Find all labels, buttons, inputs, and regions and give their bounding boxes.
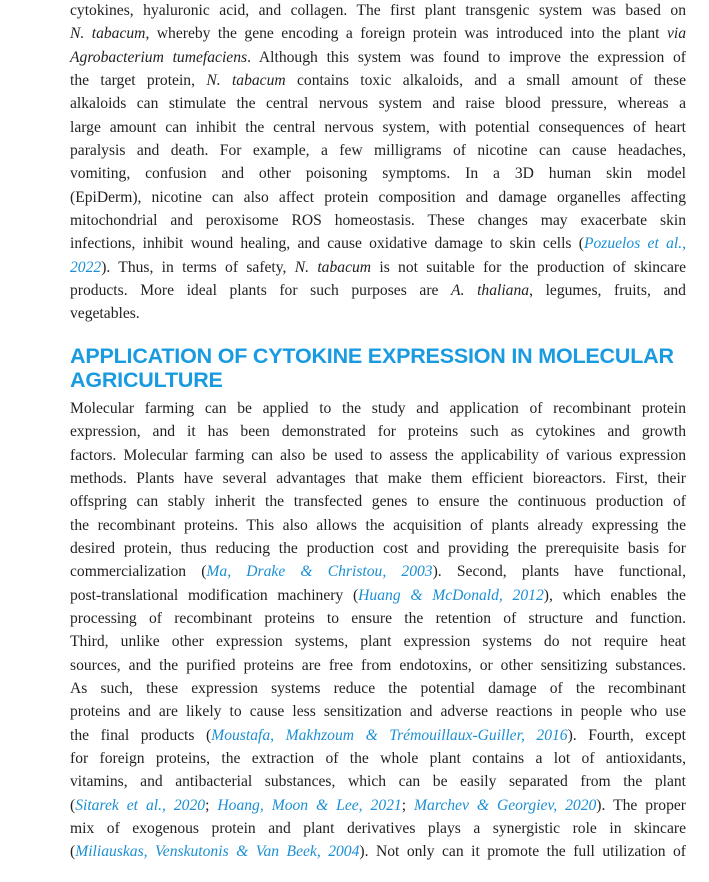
text-run: infections, inhibit wound healing, and cause oxidative damage to skin cells ( (70, 235, 584, 253)
text-run: sources, and the purified proteins are free from endotoxins, or other sensitizing substances. (70, 656, 686, 674)
text-line (70, 817, 686, 840)
text-line (70, 116, 686, 139)
text-line (70, 584, 686, 607)
text-line (70, 654, 686, 677)
text-run: post-translational modification machinery ( (70, 586, 359, 604)
section-heading-line-1: APPLICATION OF CYTOKINE EXPRESSION IN MOLECULAR (70, 343, 674, 368)
text-line (70, 630, 686, 653)
text-run: large amount can inhibit the central nervous system, with potential consequences of heart (70, 118, 686, 136)
citation-link[interactable]: 2022 (70, 258, 102, 276)
text-run: Molecular farming can be applied to the study and application of recombinant protein (70, 399, 686, 417)
text-run: , whereby the gene encoding a foreign protein was introduced into the plant (145, 25, 667, 43)
citation-link[interactable]: Miliauskas, Venskutonis & Van Beek, 2004 (75, 843, 360, 861)
text-line (70, 770, 686, 793)
text-line (70, 747, 686, 770)
text-line (70, 537, 686, 560)
text-line (70, 186, 686, 209)
text-line (70, 232, 686, 255)
text-run: commercialization ( (70, 563, 207, 581)
italic-text: via (666, 25, 686, 43)
text-run: ( (70, 843, 76, 861)
text-run: mitochondrial and peroxisome ROS homeostasis. These changes may exacerbate skin (70, 212, 686, 230)
text-line (70, 514, 686, 537)
citation-link[interactable]: Pozuelos et al., (583, 235, 686, 253)
citation-link[interactable]: Huang & McDonald, 2012 (358, 586, 544, 604)
text-line (70, 92, 686, 115)
text-run: . Although this system was found to improve the expression of (247, 48, 686, 66)
citation-link[interactable]: Ma, Drake & Christou, 2003 (206, 563, 433, 581)
text-run: cytokines, hyaluronic acid, and collagen. The first plant transgenic system was based on (70, 2, 686, 19)
text-run: desired protein, thus reducing the production cost and providing the prerequisite basis for (70, 539, 686, 557)
text-line (70, 69, 686, 92)
italic-text: Agrobacterium tumefaciens (70, 48, 248, 66)
text-line (70, 724, 686, 747)
text-run: processing of recombinant proteins to ensure the retention of structure and function. (70, 609, 686, 627)
section-heading-line-2: AGRICULTURE (70, 367, 223, 392)
text-run: ). Thus, in terms of safety, (101, 258, 295, 276)
citation-link[interactable]: Marchev & Georgiev, 2020 (414, 796, 597, 814)
text-run: ( (70, 796, 76, 814)
text-line (70, 139, 686, 162)
italic-text: A. thaliana (451, 282, 530, 300)
citation-link[interactable]: Moustafa, Makhzoum & Trémouillaux-Guiller, 2016 (211, 726, 568, 744)
text-run: expression, and it has been demonstrated for proteins such as cytokines and growth (70, 423, 686, 441)
text-run: for foreign proteins, the extraction of the whole plant contains a lot of antioxidants, (70, 749, 686, 767)
text-run: vegetables. (70, 305, 140, 323)
text-line (70, 490, 686, 513)
text-line (70, 397, 686, 420)
text-line (70, 840, 686, 863)
text-line (70, 794, 686, 817)
text-run: proteins and are likely to cause less sensitization and adverse reactions in people who use (70, 703, 686, 721)
text-run: (EpiDerm), nicotine can also affect protein composition and damage organelles affecting (70, 188, 686, 206)
italic-text: N. tabacum (294, 258, 372, 276)
text-line (70, 444, 686, 467)
text-line (70, 420, 686, 443)
text-run: Third, unlike other expression systems, plant expression systems do not require heat (70, 633, 686, 651)
text-run: mix of exogenous protein and plant derivatives plays a synergistic role in skincare (70, 820, 686, 837)
text-run: contains toxic alkaloids, and a small amount of these (285, 72, 686, 90)
text-line (70, 700, 686, 723)
text-run: ). Not only can it promote the full utilization of (359, 843, 687, 861)
text-run: ). Fourth, except (567, 726, 687, 744)
text-line (70, 467, 686, 490)
text-run: ; (401, 796, 415, 814)
text-run: offspring can stably inherit the transfected genes to ensure the continuous production of (70, 493, 686, 511)
section-heading (70, 344, 686, 392)
document-page (70, 0, 686, 864)
paragraph-molecular-farming (70, 397, 686, 864)
text-run: ), which enables the (543, 586, 686, 604)
text-line (70, 677, 686, 700)
text-line (70, 22, 686, 45)
text-run: methods. Plants have several advantages that make them efficient bioreactors. First, their (70, 469, 686, 487)
text-line (70, 560, 686, 583)
citation-link[interactable]: Sitarek et al., 2020 (75, 796, 206, 814)
text-line (70, 0, 686, 22)
text-run: factors. Molecular farming can also be used to assess the applicability of various expression (70, 446, 686, 464)
text-line (70, 209, 686, 232)
text-run: is not suitable for the production of skincare (371, 258, 686, 276)
text-line (70, 279, 686, 302)
text-run: As such, these expression systems reduce the potential damage of the recombinant (70, 679, 686, 697)
text-line (70, 46, 686, 69)
text-run: ; (205, 796, 218, 814)
italic-text: N. tabacum (206, 72, 286, 90)
text-line (70, 256, 686, 279)
text-run: the recombinant proteins. This also allows the acquisition of plants already expressing the (70, 516, 686, 534)
text-line (70, 607, 686, 630)
text-line (70, 302, 686, 325)
text-run: ). The proper (596, 796, 686, 814)
text-run: vomiting, confusion and other poisoning symptoms. In a 3D human skin model (70, 165, 686, 183)
text-run: paralysis and death. For example, a few milligrams of nicotine can cause headaches, (70, 142, 686, 160)
text-run: the target protein, (70, 72, 207, 90)
text-run: alkaloids can stimulate the central nervous system and raise blood pressure, whereas a (70, 95, 686, 113)
text-run: products. More ideal plants for such purposes are (70, 282, 452, 300)
italic-text: N. tabacum (70, 25, 146, 43)
text-line (70, 162, 686, 185)
paragraph-alkaloid-safety (70, 0, 686, 326)
text-run: vitamins, and antibacterial substances, which can be easily separated from the plant (70, 773, 686, 791)
text-run: the final products ( (70, 726, 212, 744)
text-run: , legumes, fruits, and (529, 282, 686, 300)
citation-link[interactable]: Hoang, Moon & Lee, 2021 (217, 796, 402, 814)
text-run: ). Second, plants have functional, (432, 563, 687, 581)
